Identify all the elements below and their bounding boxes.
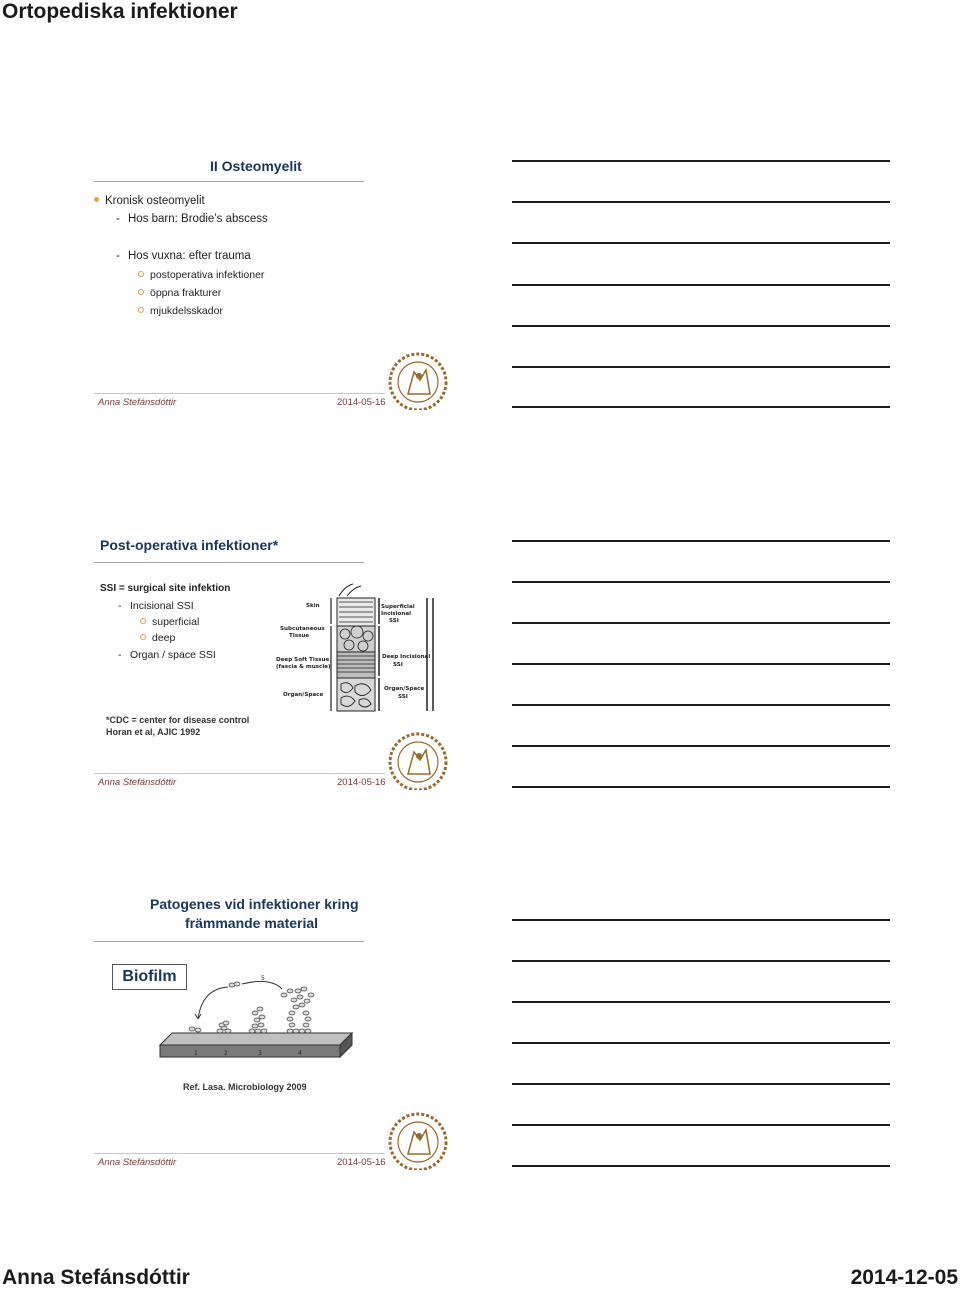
note-line	[512, 919, 890, 921]
note-line	[512, 160, 890, 162]
page-footer-date: 2014-12-05	[850, 1266, 958, 1289]
sub-bullet-item: superficial	[140, 616, 199, 628]
sub-bullet-item: postoperativa infektioner	[138, 269, 264, 281]
page-footer-author: Anna Stefánsdóttir	[2, 1266, 190, 1289]
note-line	[512, 325, 890, 327]
stage-number: 5	[261, 975, 265, 982]
university-seal-icon	[386, 730, 450, 790]
note-line	[512, 960, 890, 962]
stage-number: 4	[298, 1050, 302, 1057]
slide-2	[90, 530, 455, 792]
slide-title: II Osteomyelit	[210, 158, 302, 174]
footer-date: 2014-05-16	[337, 1157, 386, 1168]
label-skin: Skin	[306, 603, 320, 609]
note-line	[512, 366, 890, 368]
note-line	[512, 1165, 890, 1167]
note-line	[512, 242, 890, 244]
label-superficial-ssi-2: Incisional	[381, 611, 412, 617]
sub-bullet-item: öppna frakturer	[138, 287, 221, 299]
reference: Ref. Lasa. Microbiology 2009	[183, 1082, 307, 1092]
note-line	[512, 1083, 890, 1085]
ssi-layers-diagram	[275, 580, 440, 713]
sub-bullet-item: mjukdelsskador	[138, 305, 223, 317]
bullet-item: Kronisk osteomyelit	[94, 195, 205, 207]
slide-title-line-1: Patogenes vid infektioner kring	[150, 896, 359, 912]
note-line	[512, 581, 890, 583]
university-seal-icon	[386, 1110, 450, 1170]
note-line	[512, 201, 890, 203]
biofilm-label-box: Biofilm	[112, 964, 187, 990]
note-line	[512, 1001, 890, 1003]
note-line	[512, 704, 890, 706]
label-subcutaneous: Subcutaneous	[280, 626, 325, 632]
footer-author: Anna Stefánsdóttir	[98, 1157, 177, 1168]
stage-number: 1	[194, 1050, 198, 1057]
note-line	[512, 663, 890, 665]
slide-title-line-2: främmande material	[185, 915, 319, 931]
note-line	[512, 1042, 890, 1044]
slide-3	[90, 880, 455, 1170]
label-deep-incisional-ssi-2: SSI	[393, 662, 403, 668]
label-organ-space-ssi-2: SSI	[398, 694, 408, 700]
slide-title: Post-operativa infektioner*	[100, 537, 279, 553]
biofilm-diagram	[158, 975, 354, 1060]
label-superficial-ssi: Superficial	[381, 604, 415, 610]
note-line	[512, 406, 890, 408]
dash-item: - Incisional SSI	[118, 600, 194, 612]
title-divider	[94, 562, 364, 563]
label-deep-soft-tissue: Deep Soft Tissue	[276, 657, 330, 663]
footer-date: 2014-05-16	[337, 777, 386, 788]
dash-item: - Hos vuxna: efter trauma	[116, 250, 251, 262]
label-deep-soft-tissue-2: (fascia & muscle)	[276, 664, 331, 670]
label-organ-space: Organ/Space	[283, 692, 324, 698]
slide-1	[90, 150, 455, 410]
footer-author: Anna Stefánsdóttir	[98, 777, 177, 788]
note-line	[512, 284, 890, 286]
footer-author: Anna Stefánsdóttir	[98, 397, 177, 408]
footnote: *CDC = center for disease control	[106, 715, 250, 725]
dash-item: - Organ / space SSI	[118, 649, 216, 661]
reference-note: Horan et al, AJIC 1992	[106, 727, 201, 737]
university-seal-icon	[386, 350, 450, 410]
page-title: Ortopediska infektioner	[2, 0, 238, 23]
title-divider	[94, 181, 364, 182]
title-divider	[94, 941, 364, 942]
bullet-item: SSI = surgical site infektion	[100, 583, 231, 594]
footer-date: 2014-05-16	[337, 397, 386, 408]
label-superficial-ssi-3: SSI	[389, 618, 399, 624]
label-subcutaneous-2: Tissue	[289, 633, 310, 639]
stage-number: 2	[224, 1050, 228, 1057]
note-line	[512, 622, 890, 624]
label-deep-incisional-ssi: Deep Incisional	[382, 654, 431, 660]
note-line	[512, 1124, 890, 1126]
label-organ-space-ssi: Organ/Space	[384, 686, 425, 692]
sub-bullet-item: deep	[140, 632, 175, 644]
note-line	[512, 745, 890, 747]
stage-number: 3	[258, 1050, 262, 1057]
note-line	[512, 540, 890, 542]
dash-item: - Hos barn: Brodie’s abscess	[116, 213, 268, 225]
note-line	[512, 786, 890, 788]
